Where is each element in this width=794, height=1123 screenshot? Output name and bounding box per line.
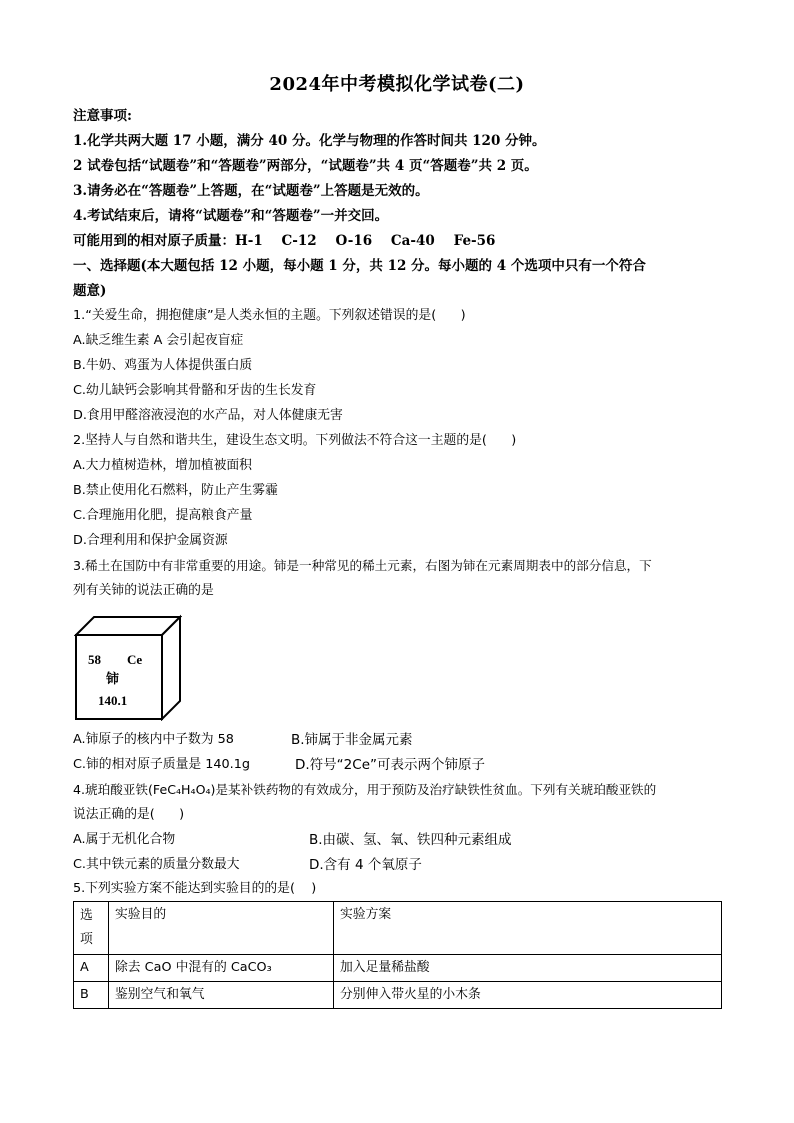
q1-option-c: C.幼儿缺钙会影响其骨骼和牙齿的生长发育 [73, 383, 317, 398]
q2-option-a: A.大力植树造林，增加植被面积 [73, 458, 252, 473]
q2-stem: 2.坚持人与自然和谐共生，建设生态文明。下列做法不符合这一主题的是( ) [73, 433, 517, 448]
row-a-purpose: 除去 CaO 中混有的 CaCO₃ [109, 955, 334, 982]
q4-formula: FeC₄H₄O₄ [152, 782, 211, 797]
q2-option-d: D.合理利用和保护金属资源 [73, 533, 228, 548]
table-row [74, 955, 722, 982]
header-option: 选项 [74, 902, 109, 955]
q2-option-c: C.合理施用化肥，提高粮食产量 [73, 508, 253, 523]
cube-side-face [162, 617, 180, 719]
section-heading-line1: 一、选择题(本大题包括 12 小题，每小题 1 分，共 12 分。每小题的 4 个选项中只有一个符合 [73, 258, 646, 274]
q4-stem-line2: 说法正确的是( ) [73, 807, 185, 822]
element-atomic-number: 58 [88, 652, 101, 667]
row-b-plan: 分别伸入带火星的小木条 [334, 982, 722, 1009]
q4-option-d: D.含有 4 个氧原子 [309, 857, 422, 873]
q4-option-c: C.其中铁元素的质量分数最大 [73, 857, 240, 872]
table-row [74, 982, 722, 1009]
element-name: 铈 [106, 671, 120, 686]
q4-stem-prefix: 4.琥珀酸亚铁( [73, 782, 153, 797]
notice-1: 1.化学共两大题 17 小题，满分 40 分。化学与物理的作答时间共 120 分钟。 [73, 133, 546, 149]
notice-2: 2 试卷包括“试题卷”和“答题卷”两部分，“试题卷”共 4 页“答题卷”共 2 页。 [73, 158, 538, 174]
notice-3: 3.请务必在“答题卷”上答题，在“试题卷”上答题是无效的。 [73, 183, 429, 199]
section-heading-line2: 题意) [73, 283, 107, 299]
q1-option-b: B.牛奶、鸡蛋为人体提供蛋白质 [73, 358, 253, 373]
q5-stem: 5.下列实验方案不能达到实验目的的是( ) [73, 881, 317, 896]
row-b-option: B [74, 982, 109, 1009]
header-plan: 实验方案 [334, 902, 722, 955]
header-purpose: 实验目的 [109, 902, 334, 955]
q1-option-d: D.食用甲醛溶液浸泡的水产品，对人体健康无害 [73, 408, 343, 423]
exam-title: 2024年中考模拟化学试卷(二) [269, 74, 525, 95]
q1-option-a: A.缺乏维生素 A 会引起夜盲症 [73, 333, 244, 348]
q3-stem-line2: 列有关铈的说法正确的是 [73, 583, 214, 598]
q1-stem: 1.“关爱生命，拥抱健康”是人类永恒的主题。下列叙述错误的是( ) [73, 308, 466, 323]
notice-4: 4.考试结束后，请将“试题卷”和“答题卷”一并交回。 [73, 208, 389, 224]
experiment-table [73, 901, 722, 1009]
q2-option-b: B.禁止使用化石燃料，防止产生雾霾 [73, 483, 278, 498]
notice-heading: 注意事项: [73, 108, 132, 124]
atomic-masses: 可能用到的相对原子质量：H-1 C-12 O-16 Ca-40 Fe-56 [73, 233, 496, 249]
row-b-purpose: 鉴别空气和氧气 [109, 982, 334, 1009]
q4-stem-line1 [73, 780, 656, 800]
q3-option-b: B.铈属于非金属元素 [291, 732, 413, 748]
q3-option-a: A.铈原子的核内中子数为 58 [73, 732, 234, 747]
q4-option-b: B.由碳、氢、氧、铁四种元素组成 [309, 832, 512, 848]
element-symbol: Ce [127, 652, 143, 667]
q3-option-c: C.铈的相对原子质量是 140.1g [73, 757, 251, 772]
q4-option-a: A.属于无机化合物 [73, 832, 176, 847]
q4-stem-suffix: )是某补铁药物的有效成分，用于预防及治疗缺铁性贫血。下列有关琥珀酸亚铁的 [210, 782, 657, 797]
element-atomic-mass: 140.1 [98, 693, 128, 708]
q3-option-d: D.符号“2Ce”可表示两个铈原子 [295, 757, 485, 773]
q3-stem-line1: 3.稀土在国防中有非常重要的用途。铈是一种常见的稀土元素，右图为铈在元素周期表中的部分信息，下 [73, 558, 652, 573]
table-header-row [74, 902, 722, 955]
periodic-table-cell-figure [74, 613, 182, 721]
row-a-option: A [74, 955, 109, 982]
row-a-plan: 加入足量稀盐酸 [334, 955, 722, 982]
